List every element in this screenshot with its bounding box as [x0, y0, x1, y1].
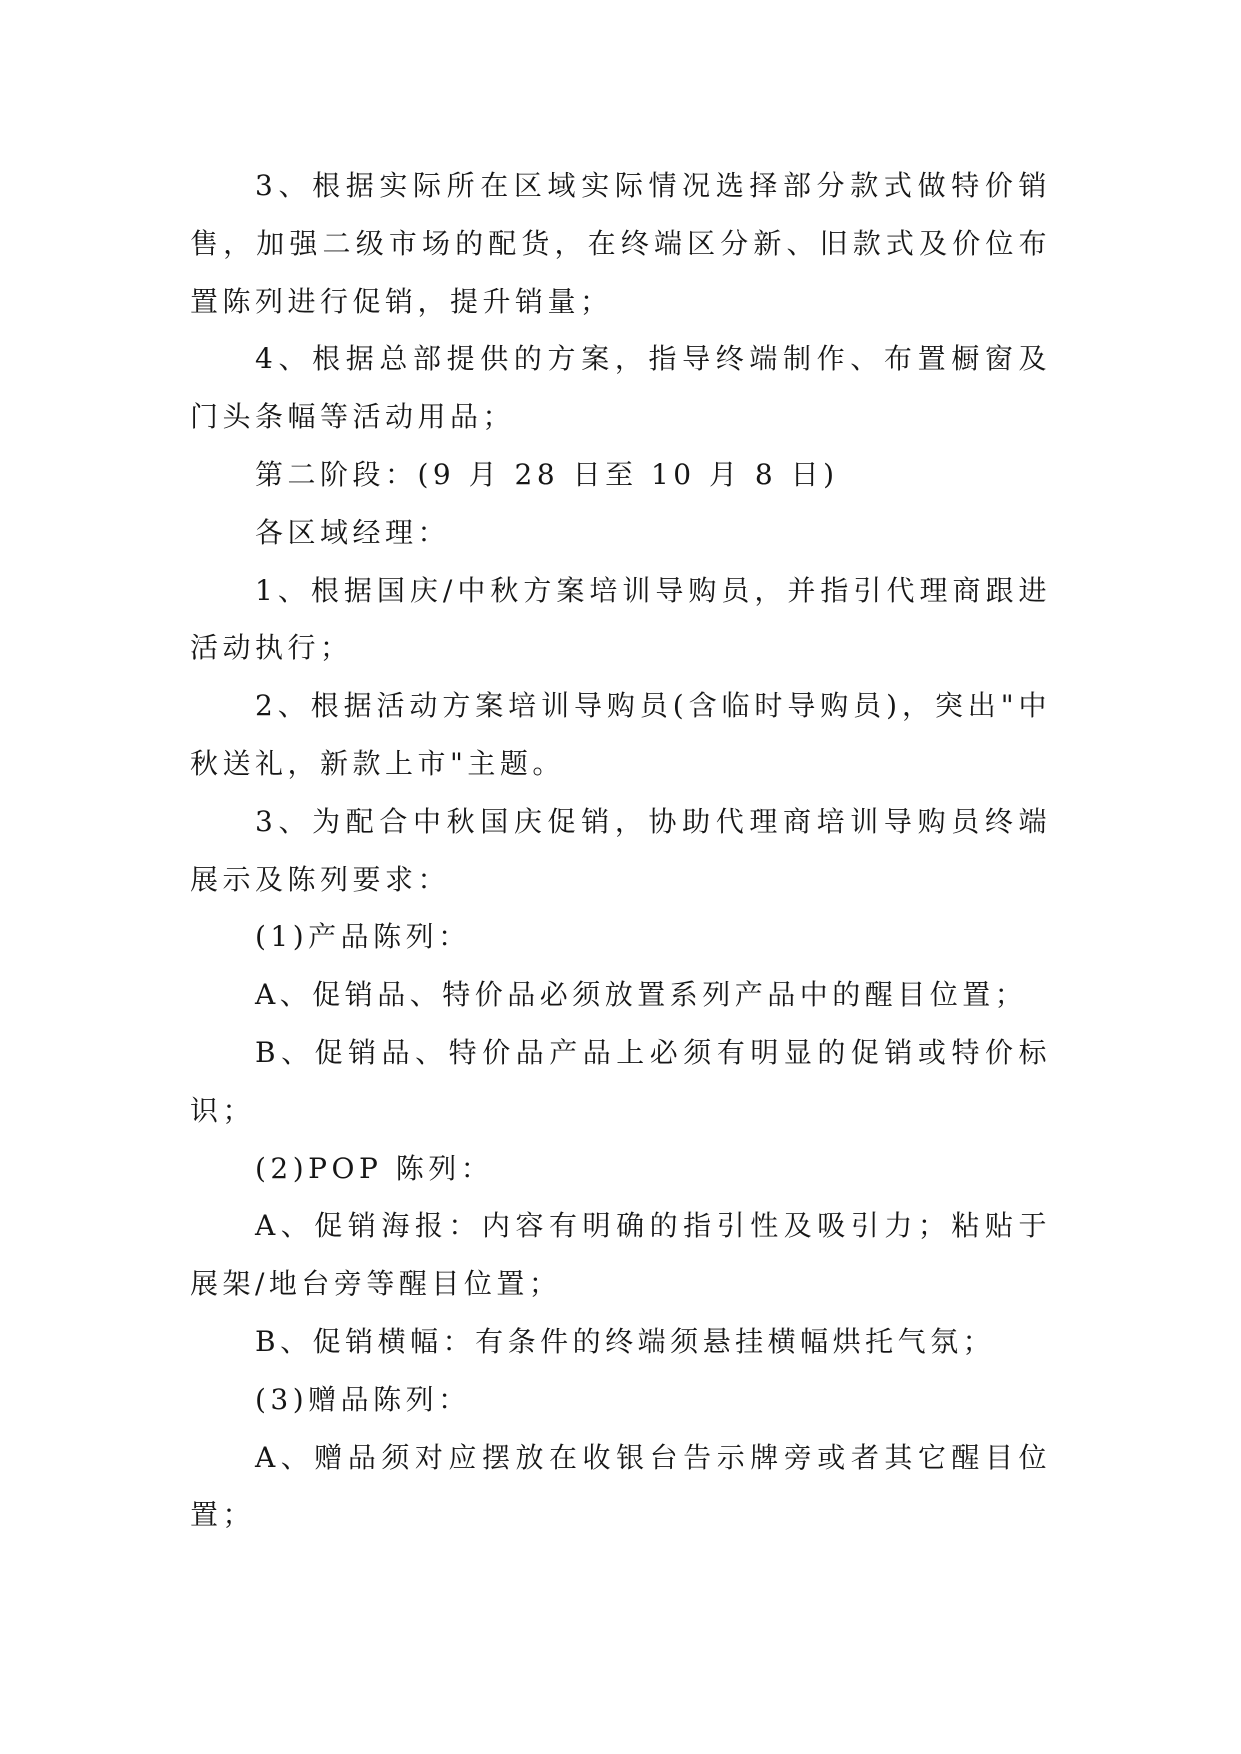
paragraph [190, 1313, 1051, 1371]
text-line: 售，加强二级市场的配货，在终端区分新、旧款式及价位布 [190, 226, 1051, 260]
paragraph [190, 330, 1051, 446]
paragraph [190, 1024, 1051, 1140]
text-line: 秋送礼，新款上市"主题。 [190, 746, 565, 780]
paragraph [190, 1140, 1051, 1198]
text-line: B、促销横幅：有条件的终端须悬挂横幅烘托气氛； [255, 1324, 996, 1358]
paragraph [190, 1429, 1051, 1545]
text-line: (3)赠品陈列： [255, 1382, 471, 1416]
paragraph [190, 562, 1051, 678]
text-line: A、促销海报：内容有明确的指引性及吸引力；粘贴于 [255, 1209, 1051, 1243]
paragraph [190, 504, 1051, 562]
text-line: 3、为配合中秋国庆促销，协助代理商培训导购员终端 [255, 804, 1051, 838]
paragraph [190, 157, 1051, 330]
text-line: 门头条幅等活动用品； [190, 400, 516, 434]
paragraph [190, 446, 1051, 504]
text-line: A、促销品、特价品必须放置系列产品中的醒目位置； [255, 978, 1028, 1012]
paragraph [190, 1371, 1051, 1429]
paragraph [190, 793, 1051, 909]
text-line: 置陈列进行促销，提升销量； [190, 284, 613, 318]
text-line: 展示及陈列要求： [190, 862, 451, 896]
paragraph [190, 677, 1051, 793]
text-line: (2)POP 陈列： [255, 1151, 494, 1185]
text-line: (1)产品陈列： [255, 920, 471, 954]
text-line: 识； [190, 1093, 256, 1127]
text-line: 2、根据活动方案培训导购员(含临时导购员)，突出"中 [255, 689, 1051, 723]
text-line: 4、根据总部提供的方案，指导终端制作、布置橱窗及 [255, 342, 1051, 376]
document-body [190, 157, 1051, 1544]
text-line: 各区域经理： [255, 515, 451, 549]
text-line: B、促销品、特价品产品上必须有明显的促销或特价标 [255, 1035, 1051, 1069]
text-line: 3、根据实际所在区域实际情况选择部分款式做特价销 [255, 169, 1051, 202]
paragraph [190, 1197, 1051, 1313]
text-line: 1、根据国庆/中秋方案培训导购员，并指引代理商跟进 [255, 573, 1051, 607]
text-line: A、赠品须对应摆放在收银台告示牌旁或者其它醒目位 [255, 1440, 1051, 1474]
text-line: 活动执行； [190, 631, 353, 665]
paragraph [190, 966, 1051, 1024]
text-line: 展架/地台旁等醒目位置； [190, 1267, 562, 1301]
text-line: 第二阶段：(9 月 28 日至 10 月 8 日) [255, 457, 839, 491]
text-line: 置； [190, 1498, 256, 1532]
paragraph [190, 908, 1051, 966]
